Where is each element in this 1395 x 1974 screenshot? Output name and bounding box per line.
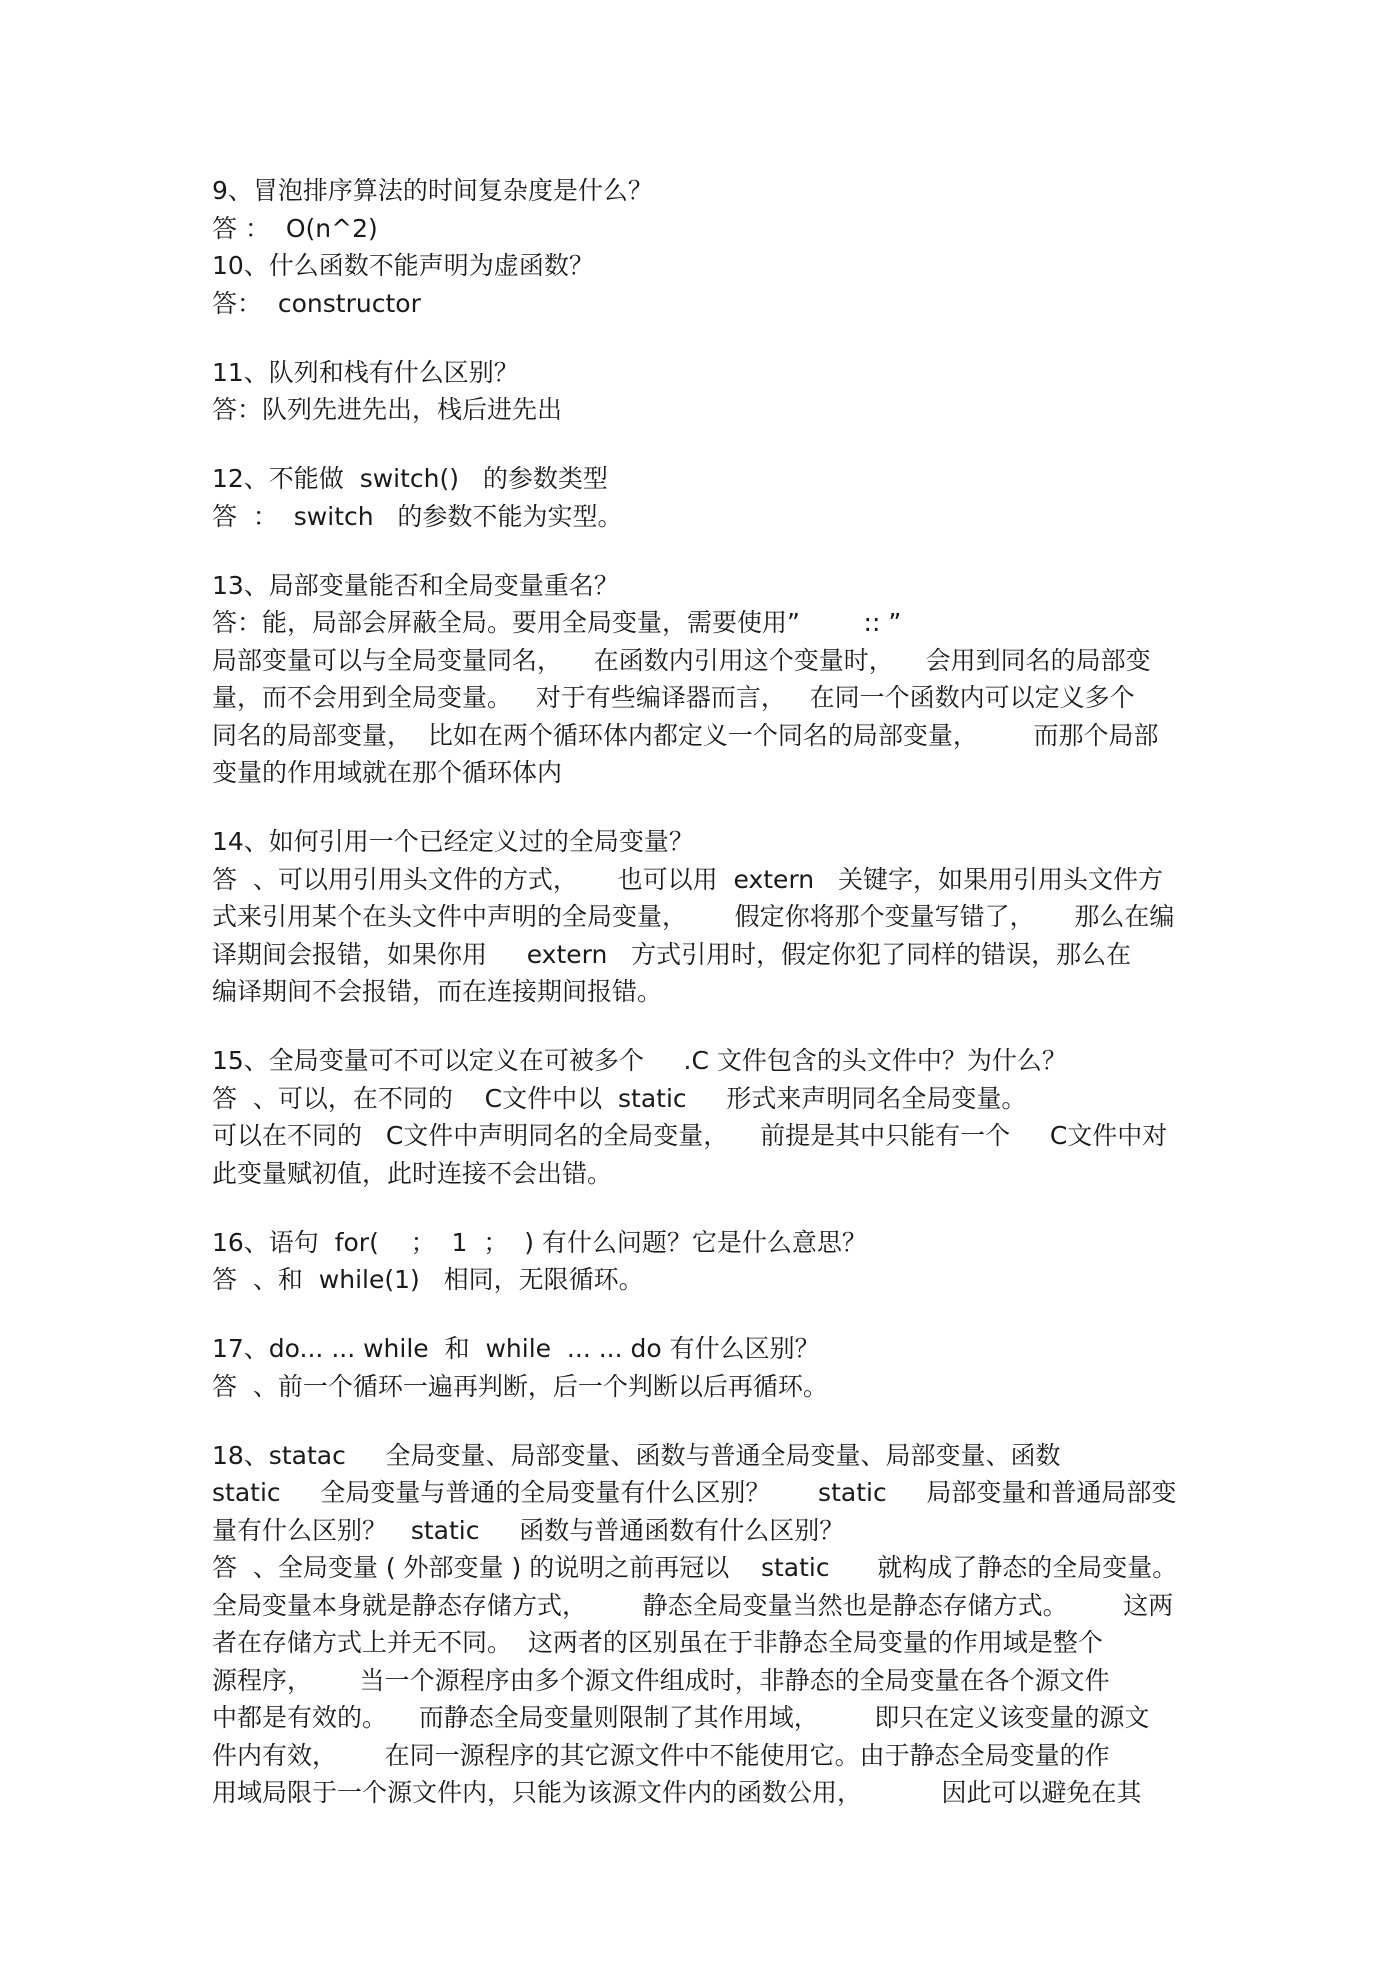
text-line: 15、全局变量可不可以定义在可被多个 .C 文件包含的头文件中？为什么？: [212, 1046, 1067, 1075]
paragraph-gap: [212, 1011, 1212, 1043]
text-line: 答 、前一个循环一遍再判断，后一个判断以后再循环。: [212, 1371, 828, 1401]
text-line: 答 、可以用引用头文件的方式， 也可以用 extern 关键字，如果用引用头文件方: [212, 864, 1163, 894]
qa-section: [212, 354, 1212, 429]
text-line: 答 、可以，在不同的 C文件中以 static 形式来声明同名全局变量。: [212, 1083, 1027, 1113]
text-line: 可以在不同的 C文件中声明同名的全局变量， 前提是其中只能有一个 C文件中对: [212, 1121, 1168, 1150]
paragraph-gap: [212, 429, 1212, 461]
text-line: 答 、全局变量 ( 外部变量 ) 的说明之前再冠以 static 就构成了静态的全局变量。: [212, 1553, 1178, 1582]
text-line: 全局变量本身就是静态存储方式， 静态全局变量当然也是静态存储方式。 这两: [212, 1590, 1174, 1620]
qa-section: [212, 567, 1212, 792]
text-line: 答 ： switch 的参数不能为实型。: [212, 501, 623, 531]
text-line: 用域局限于一个源文件内，只能为该源文件内的函数公用， 因此可以避免在其: [212, 1778, 1142, 1807]
qa-section: [212, 1330, 1212, 1405]
text-line: 变量的作用域就在那个循环体内: [212, 758, 563, 787]
text-line: 量，而不会用到全局变量。 对于有些编译器而言， 在同一个函数内可以定义多个: [212, 683, 1135, 712]
qa-section: [212, 1437, 1212, 1812]
text-line: 14、如何引用一个已经定义过的全局变量？: [212, 827, 694, 856]
qa-section: [212, 1042, 1212, 1192]
text-line: 局部变量可以与全局变量同名， 在函数内引用这个变量时， 会用到同名的局部变: [212, 645, 1151, 675]
text-line: 此变量赋初值，此时连接不会出错。: [212, 1158, 613, 1188]
text-line: 12、不能做 switch() 的参数类型: [212, 464, 608, 493]
text-line: 18、statac 全局变量、局部变量、函数与普通全局变量、局部变量、函数: [212, 1440, 1061, 1470]
text-line: 译期间会报错，如果你用 extern 方式引用时，假定你犯了同样的错误，那么在: [212, 939, 1132, 969]
text-line: 10、什么函数不能声明为虚函数？: [212, 251, 594, 280]
text-line: 16、语句 for( ； 1 ； ) 有什么问题？它是什么意思？: [212, 1227, 867, 1257]
text-line: 17、do... ... while 和 while ... ... do 有什么区别？: [212, 1334, 820, 1363]
text-line: 答：队列先进先出，栈后进先出: [212, 395, 563, 424]
paragraph-gap: [212, 322, 1212, 354]
text-line: 答：能，局部会屏蔽全局。要用全局变量，需要使用” :: ”: [212, 608, 902, 637]
qa-section: [212, 172, 1212, 322]
qa-section: [212, 823, 1212, 1011]
document-body: [212, 172, 1212, 1812]
text-line: 答 ： O(n^2): [212, 213, 378, 243]
qa-section: [212, 1224, 1212, 1299]
qa-section: [212, 460, 1212, 535]
paragraph-gap: [212, 1405, 1212, 1437]
text-line: 编译期间不会报错，而在连接期间报错。: [212, 977, 663, 1006]
paragraph-gap: [212, 792, 1212, 824]
text-line: 中都是有效的。 而静态全局变量则限制了其作用域， 即只在定义该变量的源文: [212, 1703, 1150, 1732]
paragraph-gap: [212, 1299, 1212, 1331]
text-line: 9、冒泡排序算法的时间复杂度是什么？: [212, 176, 653, 205]
paragraph-gap: [212, 1192, 1212, 1224]
paragraph-gap: [212, 535, 1212, 567]
text-line: 11、队列和栈有什么区别？: [212, 357, 519, 387]
text-line: 13、局部变量能否和全局变量重名？: [212, 570, 619, 600]
text-line: 件内有效， 在同一源程序的其它源文件中不能使用它。由于静态全局变量的作: [212, 1740, 1110, 1770]
text-line: 答 、和 while(1) 相同，无限循环。: [212, 1265, 644, 1294]
text-line: 源程序， 当一个源程序由多个源文件组成时，非静态的全局变量在各个源文件: [212, 1665, 1110, 1695]
text-line: 同名的局部变量， 比如在两个循环体内都定义一个同名的局部变量， 而那个局部: [212, 720, 1159, 750]
text-line: 答： constructor: [212, 288, 421, 318]
text-line: 式来引用某个在头文件中声明的全局变量， 假定你将那个变量写错了， 那么在编: [212, 902, 1175, 931]
text-line: static 全局变量与普通的全局变量有什么区别？ static 局部变量和普通局部变: [212, 1478, 1177, 1507]
text-line: 量有什么区别？ static 函数与普通函数有什么区别？: [212, 1515, 845, 1545]
text-line: 者在存储方式上并无不同。 这两者的区别虽在于非静态全局变量的作用域是整个: [212, 1628, 1103, 1657]
